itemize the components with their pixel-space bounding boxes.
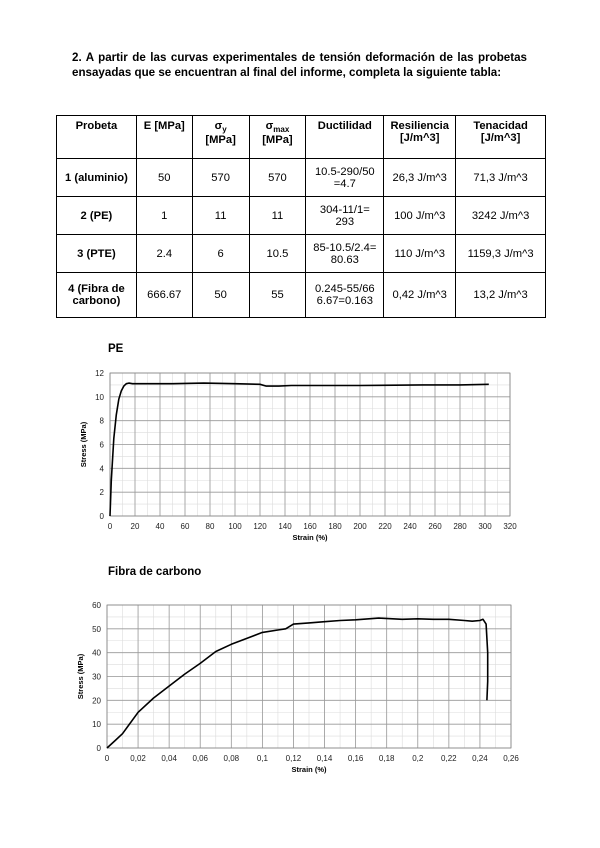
plot-area: [107, 605, 511, 748]
header-resiliencia: Resiliencia [J/m^3]: [384, 116, 456, 159]
table-row: [57, 197, 546, 235]
x-axis-label: Strain (%): [291, 765, 327, 774]
cell-probeta: 1 (aluminio): [57, 159, 137, 197]
question-text: 2. A partir de las curvas experimentales de tensión deformación de las probetas ensayadas que se encuentran al final del informe, completa la siguiente tabla:: [72, 51, 527, 79]
x-axis-label: Strain (%): [292, 533, 328, 542]
y-tick-label: 8: [99, 416, 104, 426]
cell-tenacidad: 71,3 J/m^3: [456, 159, 546, 197]
y-tick-label: 2: [99, 488, 104, 498]
cell-sigma-y: 11: [192, 197, 249, 235]
x-tick-label: 100: [228, 522, 242, 531]
x-tick-label: 0,08: [223, 754, 240, 763]
header-ductilidad: Ductilidad: [306, 116, 384, 159]
cell-sigma-max: 55: [249, 273, 306, 318]
y-tick-label: 40: [92, 648, 101, 658]
x-tick-label: 0,22: [441, 754, 457, 763]
x-tick-label: 180: [328, 522, 342, 531]
table-row: [57, 273, 546, 318]
cell-ductilidad: 10.5-290/50 =4.7: [306, 159, 384, 197]
table-row: [57, 159, 546, 197]
cell-sigma-max: 10.5: [249, 235, 306, 273]
cell-e: 1: [136, 197, 192, 235]
x-tick-label: 220: [378, 522, 392, 531]
cell-resiliencia: 0,42 J/m^3: [384, 273, 456, 318]
cell-probeta: 4 (Fibra de carbono): [57, 273, 137, 318]
cell-sigma-y: 6: [192, 235, 249, 273]
x-tick-label: 0: [104, 754, 110, 763]
cell-sigma-y: 50: [192, 273, 249, 318]
x-tick-label: 140: [278, 522, 292, 531]
cell-tenacidad: 1159,3 J/m^3: [456, 235, 546, 273]
x-tick-label: 120: [253, 522, 267, 531]
cell-ductilidad: 85-10.5/2.4= 80.63: [306, 235, 384, 273]
cell-resiliencia: 110 J/m^3: [384, 235, 456, 273]
chart-title-carbono: Fibra de carbono: [108, 566, 202, 578]
x-tick-label: 0,18: [378, 754, 395, 763]
series-line: [107, 618, 488, 748]
y-tick-label: 10: [95, 392, 104, 402]
header-e: E [MPa]: [136, 116, 192, 159]
cell-tenacidad: 3242 J/m^3: [456, 197, 546, 235]
x-tick-label: 0,14: [316, 754, 333, 763]
x-tick-label: 280: [453, 522, 467, 531]
x-tick-label: 160: [303, 522, 317, 531]
cell-probeta: 3 (PTE): [57, 235, 137, 273]
y-tick-label: 4: [99, 464, 104, 474]
cell-resiliencia: 26,3 J/m^3: [384, 159, 456, 197]
y-axis-label: Stress (MPa): [76, 653, 85, 700]
cell-tenacidad: 13,2 J/m^3: [456, 273, 546, 318]
y-tick-label: 30: [92, 672, 101, 682]
header-probeta: Probeta: [57, 116, 137, 159]
y-tick-label: 6: [99, 440, 104, 450]
table-header-row: [57, 116, 546, 159]
x-tick-label: 0,26: [503, 754, 519, 763]
x-tick-label: 0,16: [347, 754, 364, 763]
table-row: [57, 235, 546, 273]
x-tick-label: 80: [205, 522, 215, 531]
x-tick-label: 0: [107, 522, 113, 531]
x-tick-label: 0,1: [256, 754, 268, 763]
cell-resiliencia: 100 J/m^3: [384, 197, 456, 235]
y-tick-label: 12: [95, 369, 104, 378]
cell-ductilidad: 304-11/1= 293: [306, 197, 384, 235]
header-sigma-y: $\sigma_y$ [MPa]: [192, 116, 249, 159]
x-tick-label: 320: [503, 522, 517, 531]
x-tick-label: 300: [478, 522, 492, 531]
cell-e: 50: [136, 159, 192, 197]
x-tick-label: 260: [428, 522, 442, 531]
y-tick-label: 20: [92, 696, 101, 706]
y-tick-label: 50: [92, 624, 101, 634]
cell-sigma-y: 570: [192, 159, 249, 197]
x-tick-label: 40: [155, 522, 165, 531]
x-tick-label: 0,02: [130, 754, 146, 763]
x-tick-label: 60: [180, 522, 190, 531]
properties-table: [56, 115, 546, 318]
cell-sigma-max: 11: [249, 197, 306, 235]
x-tick-label: 0,12: [285, 754, 302, 763]
y-tick-label: 0: [96, 744, 101, 753]
plot-area: [110, 373, 510, 516]
chart-title-pe: PE: [108, 343, 124, 355]
x-tick-label: 0,06: [192, 754, 209, 763]
cell-e: 2.4: [136, 235, 192, 273]
x-tick-label: 20: [130, 522, 140, 531]
x-tick-label: 200: [353, 522, 367, 531]
series-line: [110, 383, 489, 516]
cell-ductilidad: 0.245-55/66 6.67=0.163: [306, 273, 384, 318]
y-tick-label: 10: [92, 720, 101, 730]
x-tick-label: 0,2: [412, 754, 424, 763]
x-tick-label: 240: [403, 522, 417, 531]
header-sigma-max: $\sigma_{max}$ [MPa]: [249, 116, 306, 159]
x-tick-label: 0,04: [161, 754, 177, 763]
cell-sigma-max: 570: [249, 159, 306, 197]
cell-e: 666.67: [136, 273, 192, 318]
cell-probeta: 2 (PE): [57, 197, 137, 235]
header-tenacidad: Tenacidad [J/m^3]: [456, 116, 546, 159]
y-axis-label: Stress (MPa): [79, 421, 88, 468]
y-tick-label: 60: [92, 601, 101, 610]
x-tick-label: 0,24: [472, 754, 488, 763]
y-tick-label: 0: [99, 512, 104, 521]
